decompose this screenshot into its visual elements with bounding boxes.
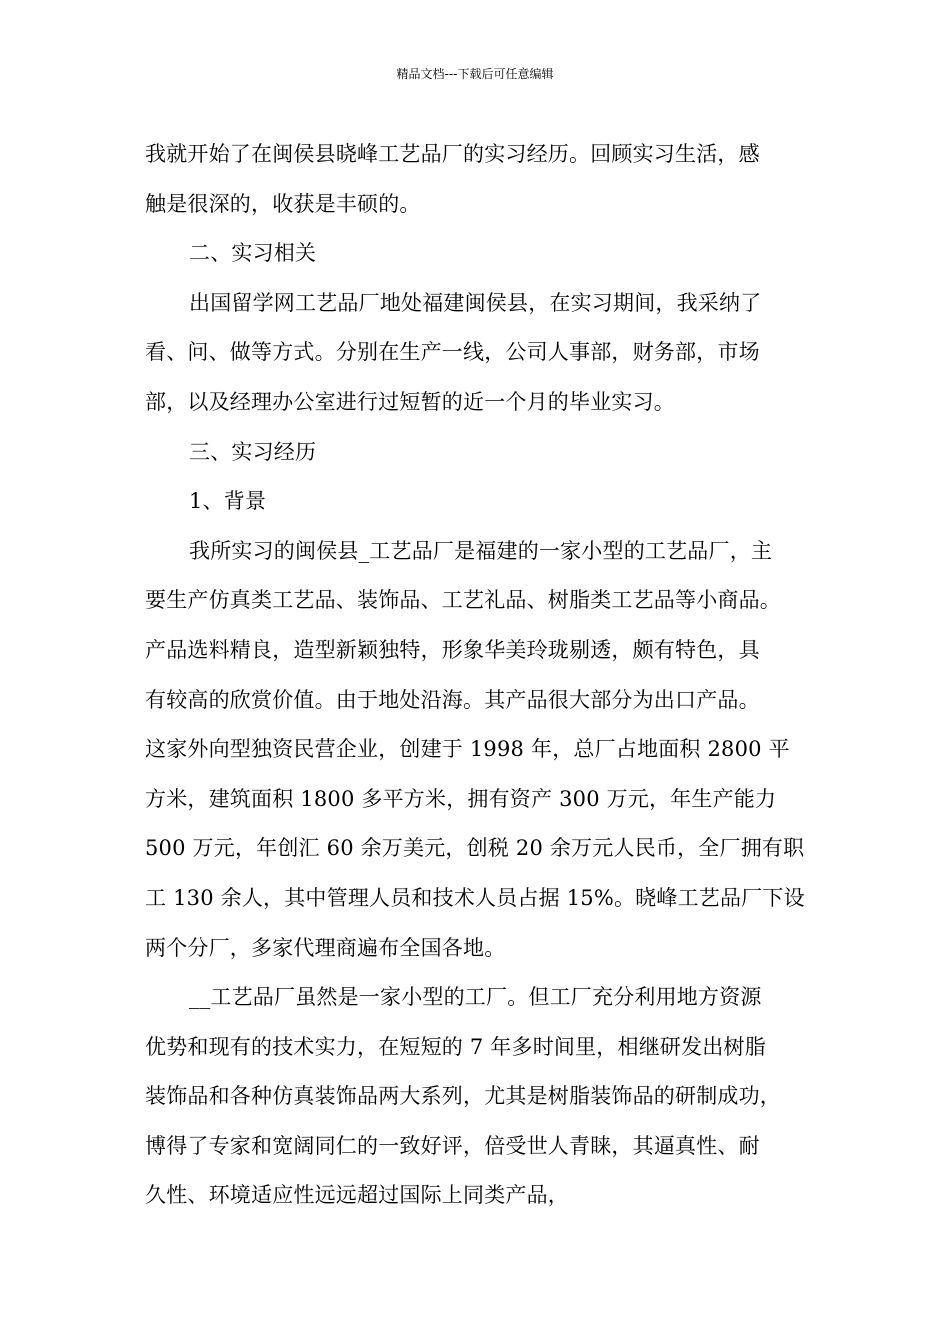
- text-line: 有较高的欣赏价值。由于地处沿海。其产品很大部分为出口产品。: [145, 687, 760, 712]
- text-line: 工 130 余人，其中管理人员和技术人员占据 15%。晓峰工艺品厂下设: [145, 885, 805, 910]
- section-heading: 三、实习经历: [189, 439, 317, 464]
- text-line: 优势和现有的技术实力，在短短的 7 年多时间里，相继研发出树脂: [145, 1034, 766, 1059]
- text-line: 产品选料精良，造型新颖独特，形象华美玲珑剔透，颇有特色，具: [145, 637, 760, 662]
- section-heading: 二、实习相关: [189, 241, 317, 266]
- text-line: 装饰品和各种仿真装饰品两大系列，尤其是树脂装饰品的研制成功，: [145, 1084, 781, 1109]
- text-line: __工艺品厂虽然是一家小型的工厂。但工厂充分利用地方资源: [189, 985, 762, 1010]
- text-line: 触是很深的，收获是丰硕的。: [145, 191, 421, 216]
- text-line: 这家外向型独资民营企业，创建于 1998 年，总厂占地面积 2800 平: [145, 737, 790, 762]
- text-line: 500 万元，年创汇 60 余万美元，创税 20 余万元人民币，全厂拥有职: [145, 836, 805, 861]
- text-line: 久性、环境适应性远远超过国际上同类产品，: [145, 1183, 569, 1208]
- text-line: 部，以及经理办公室进行过短暂的近一个月的毕业实习。: [145, 389, 675, 414]
- text-line: 看、问、做等方式。分别在生产一线，公司人事部，财务部，市场: [145, 340, 760, 365]
- text-line: 方米，建筑面积 1800 多平方米，拥有资产 300 万元，年生产能力: [145, 786, 777, 811]
- text-line: 两个分厂，多家代理商遍布全国各地。: [145, 935, 506, 960]
- text-line: 我就开始了在闽侯县晓峰工艺品厂的实习经历。回顾实习生活，感: [145, 142, 760, 166]
- text-line: 出国留学网工艺品厂地处福建闽侯县，在实习期间，我采纳了: [189, 290, 762, 315]
- document-body: [145, 130, 815, 1221]
- page-header: 精品文档---下载后可任意编辑: [396, 67, 554, 81]
- text-line: 我所实习的闽侯县_工艺品厂是福建的一家小型的工艺品厂，主: [189, 538, 773, 563]
- text-line: 博得了专家和宽阔同仁的一致好评，倍受世人青睐，其逼真性、耐: [145, 1133, 760, 1158]
- subsection-heading: 1、背景: [189, 489, 267, 514]
- text-line: 要生产仿真类工艺品、装饰品、工艺礼品、树脂类工艺品等小商品。: [145, 588, 781, 613]
